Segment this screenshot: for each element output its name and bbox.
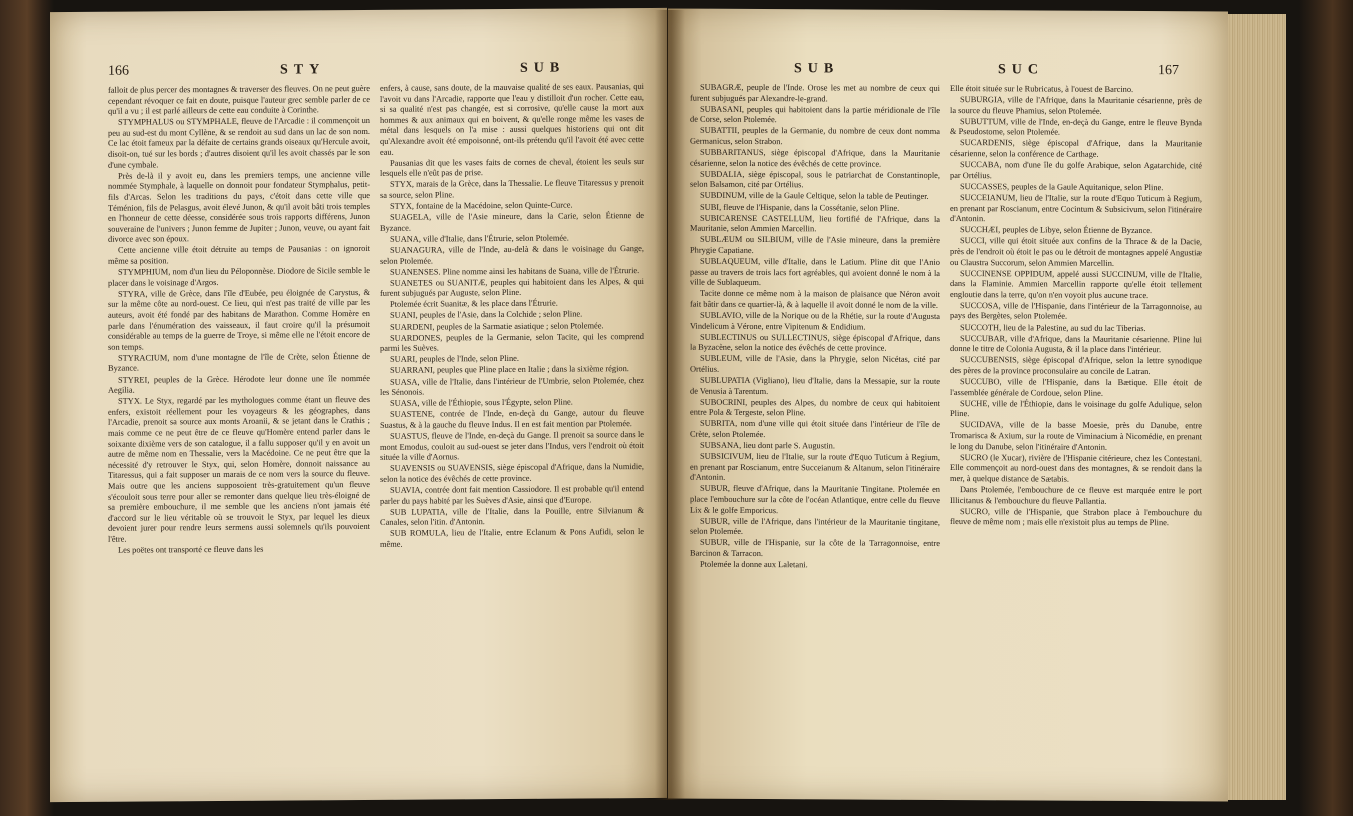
paragraph: falloit de plus percer des montagnes & traverser des fleuves. On ne peut guère cependant révoquer ce fait en doute, puisque l'auteur grec semble parler de ce qu'il a vu ; il est parlé ailleurs de cette eau conduite à Corinthe. <box>108 83 370 116</box>
paragraph: SUCARDENIS, siège épiscopal d'Afrique, dans la Mauritanie césarienne, selon la conférence de Carthage. <box>950 138 1202 159</box>
paragraph: SUBAGRÆ, peuple de l'Inde. Orose les met au nombre de ceux qui furent subjugués par Alexandre-le-grand. <box>690 82 940 103</box>
paragraph: SUCIDAVA, ville de la basse Moesie, près du Danube, entre Tromarisca & Axium, sur la route de Viminacium à Nicomédie, en prenant le long du Danube, selon l'itinéraire d'Antonin. <box>950 420 1202 452</box>
paragraph: SUANENSES. Pline nomme ainsi les habitans de Suana, ville de l'Étrurie. <box>390 265 640 277</box>
paragraph: SUCCASSES, peuples de la Gaule Aquitanique, selon Pline. <box>960 181 1164 192</box>
paragraph: SUCCHÆI, peuples de Libye, selon Étienne de Byzance. <box>960 225 1153 236</box>
paragraph: SUCCOSA, ville de l'Hispanie, dans l'intérieur de la Tarragonnoise, au pays des Bergètes, selon Ptolemée. <box>950 300 1202 322</box>
paragraph: SUBLUPATIA (Vigliano), lieu d'Italie, dans la Messapie, sur la route de Venusia à Tarentum. <box>690 375 940 396</box>
paragraph: Ptolemée écrit Suanitæ, & les place dans l'Étrurie. <box>390 298 558 310</box>
paragraph: SUBRITA, nom d'une ville qui étoit située dans l'intérieur de l'île de Crète, selon Ptolemée. <box>690 419 940 440</box>
paragraph: SUBOCRINI, peuples des Alpes, du nombre de ceux qui habitoient entre Pola & Tergeste, selon Pline. <box>690 397 940 418</box>
paragraph: SUAGELA, ville de l'Asie mineure, dans la Carie, selon Étienne de Byzance. <box>380 211 644 233</box>
paragraph: SUBASANI, peuples qui habitoient dans la partie méridionale de l'île de Corse, selon Ptolemée. <box>690 104 940 125</box>
paragraph: STYMPHALUS ou STYMPHALE, fleuve de l'Arcadie : il commençoit un peu au sud-est du mont Cyllène, & se rendoit au sud dans un lac de son nom. Ce lac étoit fameux par la défaite de certains grands oiseaux qu'Hercule avoit, disoit-on, tué sur les bords ; d'autres disoient qu'il les avoit chassés par le son d'une cymbale. <box>108 116 370 170</box>
paragraph: SUBLÆUM ou SILBIUM, ville de l'Asie mineure, dans la première Phrygie Capatiane. <box>690 235 940 255</box>
paragraph: SUBLECTINUS ou SULLECTINUS, siège épiscopal d'Afrique, dans la Byzacène, selon la notice des évêchés de cette province. <box>690 332 940 353</box>
paragraph: STYX, fontaine de la Macédoine, selon Quinte-Curce. <box>390 200 573 211</box>
paragraph: SUARDONES, peuples de la Germanie, selon Tacite, qui les comprend parmi les Suèves. <box>380 331 644 354</box>
paragraph: SUCRO (le Xucar), rivière de l'Hispanie citérieure, chez les Contestani. Elle commençoit au nord-ouest dans des montagnes, & se rendoit dans la mer, à quelque distance de Sætabis. <box>950 452 1202 484</box>
paragraph: SUBURGIA, ville de l'Afrique, dans la Mauritanie césarienne, près de la source du fleuve Phamius, selon Ptolemée. <box>950 95 1202 116</box>
paragraph: SUBUR, fleuve d'Afrique, dans la Mauritanie Tingitane. Ptolemée en place l'embouchure sur la côte de l'océan Atlantique, entre celle du fleuve Lix & le golfe Emporicus. <box>690 484 940 515</box>
paragraph: SUBLAVIO, ville de la Norique ou de la Rhétie, sur la route d'Augusta Vindelicum à Vérone, entre Vipitenum & Endidium. <box>690 310 940 332</box>
paragraph: SUBSICIVUM, lieu de l'Italie, sur la route d'Equo Tuticum à Regium, en prenant par Roscianum, entre Succeianum & Altanum, selon l'itinéraire d'Antonin. <box>690 451 940 483</box>
paragraph: STYX, marais de la Grèce, dans la Thessalie. Le fleuve Titaressus y prenoit sa source, selon Pline. <box>380 178 644 200</box>
paragraph: SUANAGURA, ville de l'Inde, au-delà & dans le voisinage du Gange, selon Ptolemée. <box>380 243 644 266</box>
paragraph: SUBDALIA, siège épiscopal, sous le patriarchat de Constantinople, selon Balsamon, cité par Ortélius. <box>690 169 940 190</box>
paragraph: SUB LUPATIA, ville de l'Italie, dans la Pouille, entre Silvianum & Canales, selon l'itin. d'Antonin. <box>380 505 644 528</box>
page-edges <box>1228 14 1286 800</box>
paragraph: SUCCUBO, ville de l'Hispanie, dans la Bætique. Elle étoit de l'assemblée générale de Cordoue, selon Pline. <box>950 377 1202 398</box>
paragraph: SUCCEIANUM, lieu de l'Italie, sur la route d'Equo Tuticum à Regium, en prenant par Roscianum, entre Cocintum & Subsicivum, selon l'itinéraire d'Antonin. <box>950 193 1202 224</box>
right-page <box>668 9 1228 802</box>
paragraph: STYREI, peuples de la Grèce. Hérodote leur donne une île nommée Aegilia. <box>108 373 370 395</box>
paragraph: SUCCABA, nom d'une île du golfe Arabique, selon Agatarchide, cité par Ortélius. <box>950 160 1202 180</box>
paragraph: Cette ancienne ville étoit détruite au temps de Pausanias : on ignoroit même sa position. <box>108 244 370 266</box>
paragraph: SUASTENE, contrée de l'Inde, en-deçà du Gange, autour du fleuve Suastus, & à la gauche du fleuve Indus. Il en est fait mention par Ptolemée. <box>380 408 644 430</box>
paragraph: SUCCOTH, lieu de la Palestine, au sud du lac Tiberias. <box>960 322 1146 333</box>
paragraph: Pausanias dit que les vases faits de cornes de cheval, étoient les seuls sur lesquels elle n'eût pas de prise. <box>380 156 644 179</box>
right-page-column-2 <box>950 84 1202 791</box>
paragraph: Elle étoit située sur le Rubricatus, à l'ouest de Barcino. <box>950 84 1134 94</box>
paragraph: SUCCINENSE OPPIDUM, appelé aussi SUCCINUM, ville de l'Italie, dans la Flaminie. Ammien Marcellin rapporte qu'elle étoit tellement engloutie dans la terre, qu'on n'en voyoit plus aucune trace. <box>950 268 1202 300</box>
paragraph: SUARI, peuples de l'Inde, selon Pline. <box>390 354 519 365</box>
left-page <box>50 8 667 802</box>
paragraph: SUBSANA, lieu dont parle S. Augustin. <box>700 440 835 451</box>
paragraph: SUCHE, ville de l'Éthiopie, dans le voisinage du golfe Adulique, selon Pline. <box>950 398 1202 419</box>
paragraph: SUBLAQUEUM, ville d'Italie, dans le Latium. Pline dit que l'Anio passe au travers de trois lacs fort agréables, qui avoient donné le nom à la ville de Sublaqueum. <box>690 256 940 288</box>
paragraph: enfers, à cause, sans doute, de la mauvaise qualité de ses eaux. Pausanias, qui l'avoit vu dans l'Arcadie, rapporte que l'eau y distilloit d'un rocher. Cette eau, si sa qualité n'est pas changée, est si corrosive, qu'elle cause la mort aux hommes & aux animaux qui en boivent, & qu'elle ronge même les vases de métal dans lesquels on l'a mise : aussi quelques historiens qui ont dit qu'Alexandre avoit été empoisonné, ont-ils prétendu qu'il l'avoit été avec cette eau. <box>380 82 644 157</box>
paragraph: Tacite donne ce même nom à la maison de plaisance que Néron avoit fait bâtir dans ce quartier-là, & à laquelle il avoit donné le nom de la ville. <box>690 288 940 310</box>
right-page-column-1 <box>690 83 940 790</box>
paragraph: SUASA, ville de l'Éthiopie, sous l'Égypte, selon Pline. <box>390 397 573 408</box>
running-head-left-col: SUB <box>794 61 840 77</box>
running-head-left-col: STY <box>280 62 326 78</box>
paragraph: Ptolemée la donne aux Laletani. <box>700 559 808 570</box>
paragraph: SUAVENSIS ou SUAVENSIS, siège épiscopal d'Afrique, dans la Numidie, selon la notice des évêchés de cette province. <box>380 462 644 484</box>
paragraph: SUAVIA, contrée dont fait mention Cassiodore. Il est probable qu'il entend parler du pays habité par les Suèves d'Asie, ainsi que d'Europe. <box>380 483 644 506</box>
paragraph: SUBICARENSE CASTELLUM, lieu fortifié de l'Afrique, dans la Mauritanie, selon Ammien Marcellin. <box>690 213 940 234</box>
paragraph: SUARDENI, peuples de la Sarmatie asiatique ; selon Ptolemée. <box>390 320 604 332</box>
paragraph: SUCCUBENSIS, siège épiscopal d'Afrique, selon la lettre synodique des pères de la province proconsulaire au concile de Latran. <box>950 355 1202 376</box>
paragraph: SUASTUS, fleuve de l'Inde, en-deçà du Gange. Il prenoit sa source dans le mont Emodus, couloit au sud-ouest se jeter dans l'Indus, vers l'endroit où étoit située la ville d'Aornus. <box>380 430 644 463</box>
paragraph: SUANA, ville d'Italie, dans l'Étrurie, selon Ptolemée. <box>390 233 569 244</box>
paragraph: SUCCI, ville qui étoit située aux confins de la Thrace & de la Dacie, près de l'endroit où étoit le pas ou le détroit de montagnes appelé Angustiæ ou Claustra Succorum, selon Ammien Marcellin. <box>950 236 1202 268</box>
running-head-right-col: SUC <box>998 62 1045 78</box>
paragraph: SUARRANI, peuples que Pline place en Italie ; dans la sixième région. <box>390 364 629 376</box>
paragraph: SUASA, ville de l'Italie, dans l'intérieur de l'Umbrie, selon Ptolemée, chez les Sénonois. <box>380 375 644 397</box>
paragraph: STYRA, ville de Grèce, dans l'île d'Eubée, peu éloignée de Carystus, & sur la même côte au nord-ouest. Ce lieu, qui n'est pas traité de ville par les auteurs, avoit été fondé par des habitans de Marathon. Comme Homère en parle dans l'énumération des vaisseaux, il faut croire qu'il la présumoit considérable au temps de la guerre de Troye, si même elle ne l'étoit encore de son temps. <box>108 287 370 352</box>
paragraph: SUCRO, ville de l'Hispanie, que Strabon place à l'embouchure du fleuve de même nom ; mais elle n'existoit plus au temps de Pline. <box>950 506 1202 528</box>
paragraph: STYX. Le Styx, regardé par les mythologues comme étant un fleuve des enfers, existoit réellement pour les voyageurs & les géographes, dans l'Arcadie, prenoit sa source aux monts Aroanii, & se jetant dans le Crathis ; mais comme ce ne peut être de ce fleuve qu'Homère entend parler dans le soixante dixième vers de son catalogue, il a fallu supposer qu'il y en avoit un autre de même nom en Thessalie, vers la Macédoine. Ce ne peut être que la nécessité d'y retrouver le Styx, qui, selon Homère, donnoit naissance au Titaressus, qui a fait supposer un marais de ce nom vers la source du fleuve. Mais outre que les anciens supposoient très-gratuitement qu'un fleuve s'écouloit sous terre pour aller se remonter dans quelque lieu très-éloigné de sa première embouchure, il me semble que les anciens n'ont jamais été d'accord sur le lieu véritable où se trouvoit le Styx, par lequel les dieux devoient jurer pour rendre leurs sermens aussi solemnels qu'ils pouvoient l'être. <box>108 395 370 544</box>
paragraph: SUANETES ou SUANITÆ, peuples qui habitoient dans les Alpes, & qui furent subjugués par Auguste, selon Pline. <box>380 276 644 299</box>
paragraph: SUBUTTUM, ville de l'Inde, en-deçà du Gange, entre le fleuve Bynda & Pseudostome, selon Ptolemée. <box>950 116 1202 137</box>
paragraph: SUANI, peuples de l'Asie, dans la Colchide ; selon Pline. <box>390 309 583 321</box>
paragraph: STYMPHIUM, nom d'un lieu du Péloponnèse. Diodore de Sicile semble le placer dans le voisinage d'Argos. <box>108 266 370 288</box>
paragraph: SUCCUBAR, ville d'Afrique, dans la Mauritanie césarienne. Pline lui donne le titre de Colonia Augusta, & il la place dans l'intérieur. <box>950 333 1202 355</box>
page-number-left: 166 <box>108 63 129 79</box>
paragraph: SUBATTII, peuples de la Germanie, du nombre de ceux dont nomma Germanicus, selon Strabon. <box>690 126 940 147</box>
left-page-column-2 <box>380 82 644 790</box>
paragraph: SUBUR, ville de l'Hispanie, sur la côte de la Tarragonnoise, entre Barcinon & Tarracon. <box>690 538 940 559</box>
paragraph: STYRACIUM, nom d'une montagne de l'île de Crète, selon Étienne de Byzance. <box>108 351 370 374</box>
paragraph: SUBUR, ville de l'Afrique, dans l'intérieur de la Mauritanie tingitane, selon Ptolemée. <box>690 516 940 537</box>
left-page-column-1 <box>108 84 370 792</box>
paragraph: SUBI, fleuve de l'Hispanie, dans la Cossétanie, selon Pline. <box>700 202 900 213</box>
paragraph: Près de-là il y avoit eu, dans les premiers temps, une ancienne ville nommée Stymphale, à laquelle on donnoit pour fondateur Stymphalus, petit-fils d'Arcas. Selon les traditions du pays, c'étoit dans cette ville que Téménion, fils de Pelasgus, avoit élevé Junon, & qu'il avoit bâti trois temples en l'honneur de cette déesse, considérée sous trois rapports différens, Junon souveraine de l'univers ; Junon femme de Jupiter ; Junon, veuve, ou ayant fait divorce avec son époux. <box>108 169 370 245</box>
paragraph: Dans Ptolemée, l'embouchure de ce fleuve est marquée entre le port Illicitanus & l'embouchure du fleuve Pallantia. <box>950 485 1202 506</box>
running-head-right-col: SUB <box>520 60 566 76</box>
paragraph: Les poëtes ont transporté ce fleuve dans les <box>118 544 264 555</box>
paragraph: SUBDINUM, ville de la Gaule Celtique, selon la table de Peutinger. <box>700 191 929 202</box>
page-number-right: 167 <box>1158 63 1179 79</box>
paragraph: SUB ROMULA, lieu de l'Italie, entre Eclanum & Pons Aufidi, selon le même. <box>380 527 644 549</box>
paragraph: SUBBARITANUS, siège épiscopal d'Afrique, dans la Mauritanie césarienne, selon la notice des évêchés de cette province. <box>690 147 940 169</box>
paragraph: SUBLEUM, ville de l'Asie, dans la Phrygie, selon Nicétas, cité par Ortélius. <box>690 354 940 374</box>
